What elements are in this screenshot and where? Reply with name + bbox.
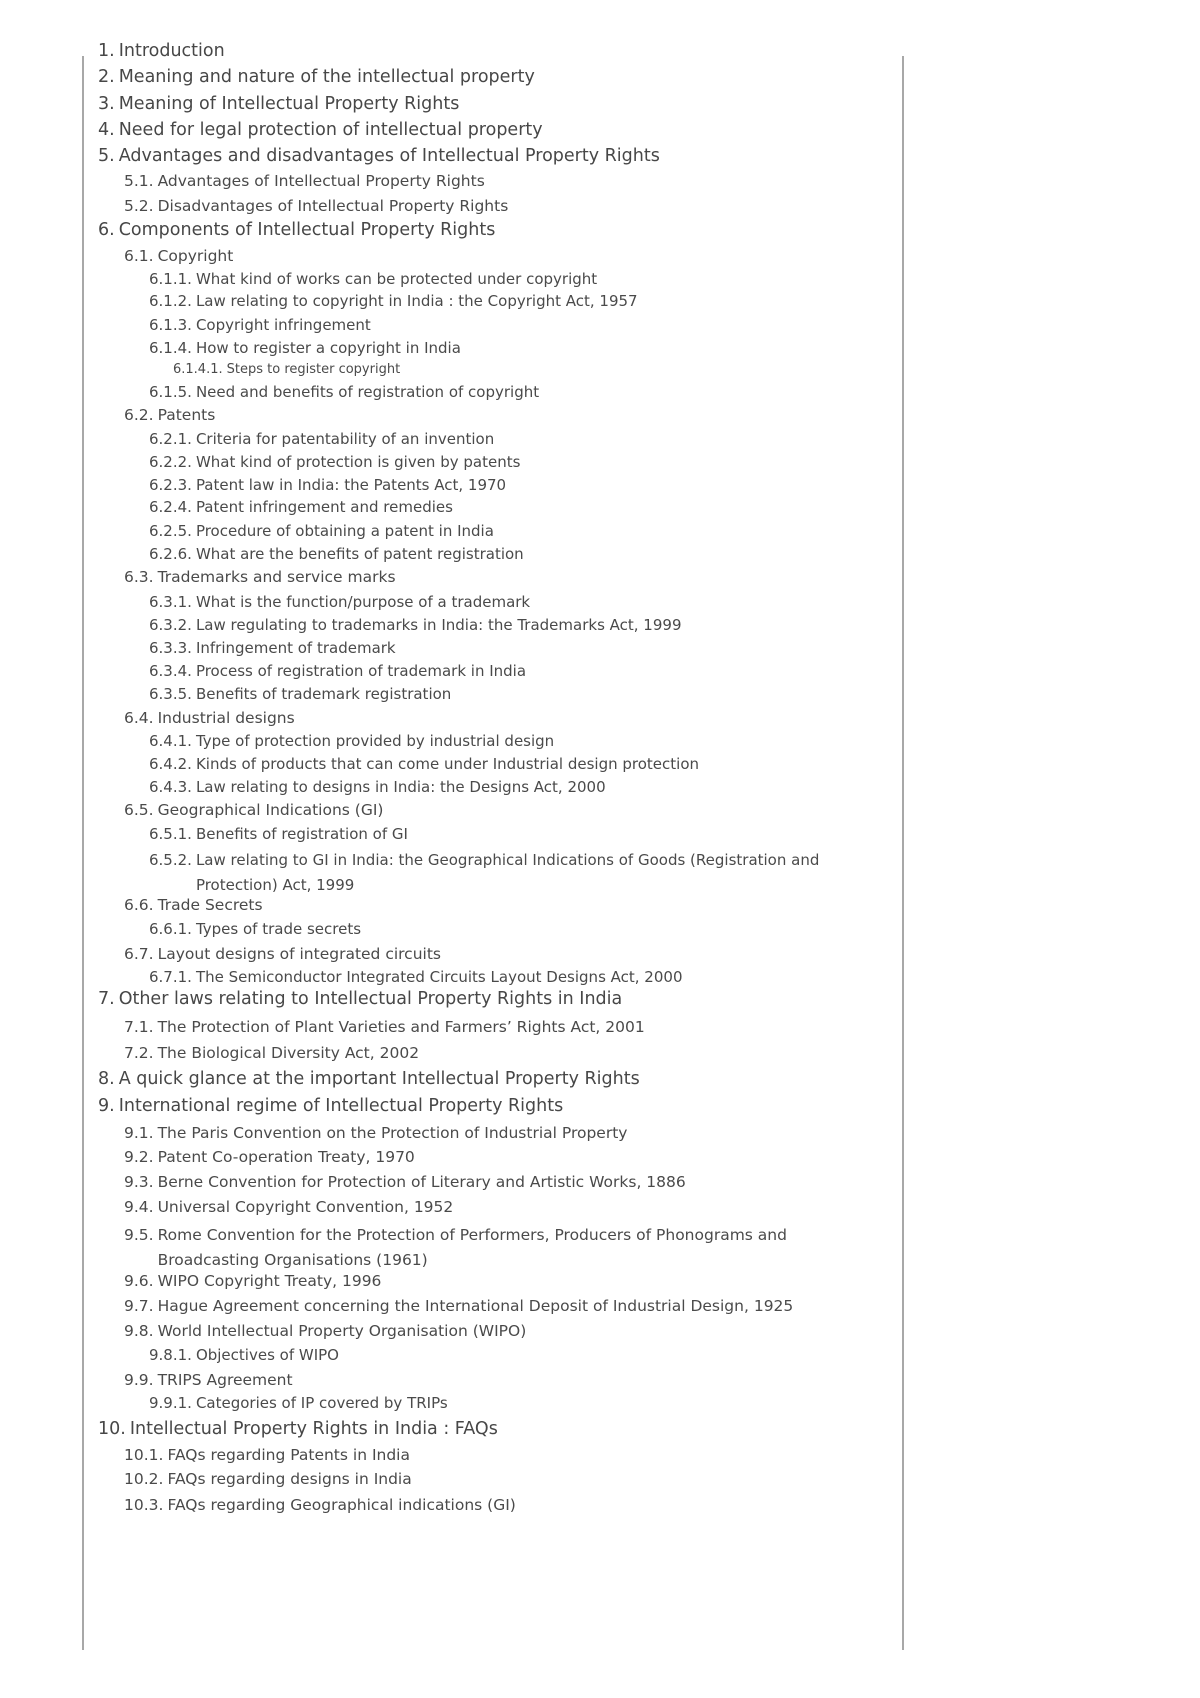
toc-item-title: Criteria for patentability of an invention (195, 430, 495, 448)
toc-item-title: Law relating to copyright in India : the Copyright Act, 1957 (195, 292, 638, 310)
toc-item-number: 9.4. (124, 1198, 154, 1216)
toc-item-9-3[interactable] (124, 1173, 686, 1191)
toc-item-6[interactable] (98, 220, 495, 240)
toc-item-6-4-2[interactable] (149, 755, 699, 773)
toc-item-number: 6.4.3. (149, 778, 192, 796)
toc-item-title: World Intellectual Property Organisation (WIPO) (157, 1322, 527, 1340)
toc-item-number: 6.2.4. (149, 498, 192, 516)
toc-item-title: FAQs regarding designs in India (167, 1470, 412, 1488)
toc-item-6-1-2[interactable] (149, 292, 638, 310)
toc-item-6-2-5[interactable] (149, 522, 494, 540)
table-of-contents (82, 41, 904, 1650)
toc-item-title: Patent infringement and remedies (195, 498, 453, 516)
toc-item-title: Rome Convention for the Protection of Performers, Producers of Phonograms and Broadcasting Organisations (1961) (157, 1226, 787, 1269)
toc-item-number: 9.6. (124, 1272, 154, 1290)
toc-item-9-5[interactable] (124, 1223, 848, 1273)
toc-item-title: Kinds of products that can come under Industrial design protection (195, 755, 700, 773)
toc-item-6-3-4[interactable] (149, 662, 526, 680)
toc-item-6-1-1[interactable] (149, 270, 597, 288)
toc-item-title: Layout designs of integrated circuits (157, 945, 441, 963)
toc-item-title: Copyright infringement (195, 316, 371, 334)
toc-item-title: The Biological Diversity Act, 2002 (157, 1044, 420, 1062)
toc-item-6-4[interactable] (124, 709, 295, 727)
toc-item-number: 6.3.3. (149, 639, 192, 657)
toc-item-title: WIPO Copyright Treaty, 1996 (157, 1272, 382, 1290)
toc-item-number: 6.7.1. (149, 968, 192, 986)
toc-item-6-1-4-1[interactable] (173, 362, 400, 377)
toc-item-title: Benefits of trademark registration (195, 685, 452, 703)
toc-item-number: 6.6. (124, 896, 154, 914)
toc-item-number: 5.1. (124, 172, 154, 190)
toc-item-9-6[interactable] (124, 1272, 381, 1290)
toc-item-number: 5. (98, 146, 115, 166)
toc-item-number: 6.7. (124, 945, 154, 963)
toc-item-6-1-3[interactable] (149, 316, 371, 334)
toc-item-number: 6.5. (124, 801, 154, 819)
toc-item-title: Advantages of Intellectual Property Rights (157, 172, 485, 190)
toc-item-number: 6.4. (124, 709, 154, 727)
toc-item-title: The Paris Convention on the Protection of Industrial Property (157, 1124, 628, 1142)
toc-item-6-3-3[interactable] (149, 639, 396, 657)
toc-item-number: 6.1.3. (149, 316, 192, 334)
toc-item-title: FAQs regarding Geographical indications (GI) (167, 1496, 516, 1514)
toc-item-title: What kind of works can be protected under copyright (195, 270, 598, 288)
toc-item-1[interactable] (98, 41, 225, 61)
toc-item-number: 7.1. (124, 1018, 154, 1036)
toc-item-6-2-1[interactable] (149, 430, 494, 448)
toc-item-number: 8. (98, 1069, 115, 1089)
toc-item-10[interactable] (98, 1419, 498, 1439)
toc-item-number: 6.5.1. (149, 825, 192, 843)
toc-item-number: 9.3. (124, 1173, 154, 1191)
toc-item-title: The Protection of Plant Varieties and Farmers’ Rights Act, 2001 (157, 1018, 645, 1036)
toc-item-title: Infringement of trademark (195, 639, 396, 657)
toc-item-8[interactable] (98, 1069, 640, 1089)
toc-item-6-7-1[interactable] (149, 968, 683, 986)
toc-item-title: How to register a copyright in India (195, 339, 461, 357)
toc-item-6-4-3[interactable] (149, 778, 606, 796)
toc-item-5[interactable] (98, 146, 660, 166)
toc-item-number: 7.2. (124, 1044, 154, 1062)
toc-item-number: 6.1. (124, 247, 154, 265)
toc-item-number: 6.3.2. (149, 616, 192, 634)
toc-item-6-7[interactable] (124, 945, 441, 963)
toc-item-5-2[interactable] (124, 197, 508, 215)
toc-item-number: 9.1. (124, 1124, 154, 1142)
toc-item-number: 2. (98, 67, 115, 87)
toc-item-6-6-1[interactable] (149, 920, 361, 938)
toc-item-title: Law regulating to trademarks in India: the Trademarks Act, 1999 (195, 616, 682, 634)
toc-item-2[interactable] (98, 67, 535, 87)
toc-item-10-2[interactable] (124, 1470, 412, 1488)
toc-item-title: International regime of Intellectual Property Rights (118, 1096, 564, 1116)
toc-item-6-2-6[interactable] (149, 545, 524, 563)
toc-item-title: Industrial designs (157, 709, 295, 727)
toc-item-number: 6.5.2. (149, 851, 192, 869)
toc-item-title: Types of trade secrets (195, 920, 362, 938)
toc-item-9-8[interactable] (124, 1322, 526, 1340)
toc-item-number: 6.2.5. (149, 522, 192, 540)
toc-item-number: 9.9.1. (149, 1394, 192, 1412)
toc-item-3[interactable] (98, 94, 459, 114)
toc-item-title: What kind of protection is given by patents (195, 453, 521, 471)
toc-item-title: Introduction (118, 41, 225, 61)
toc-item-6-3[interactable] (124, 568, 396, 586)
toc-item-title: Process of registration of trademark in India (195, 662, 527, 680)
toc-item-6-5[interactable] (124, 801, 383, 819)
toc-item-title: Benefits of registration of GI (195, 825, 408, 843)
toc-item-title: TRIPS Agreement (157, 1371, 293, 1389)
toc-item-title: Objectives of WIPO (195, 1346, 339, 1364)
toc-item-number: 7. (98, 989, 115, 1009)
toc-item-6-6[interactable] (124, 896, 263, 914)
toc-item-6-2-4[interactable] (149, 498, 453, 516)
toc-item-number: 10.1. (124, 1446, 164, 1464)
toc-item-number: 6.1.4. (149, 339, 192, 357)
toc-item-title: Copyright (157, 247, 234, 265)
toc-item-9[interactable] (98, 1096, 563, 1116)
toc-item-title: FAQs regarding Patents in India (167, 1446, 410, 1464)
toc-item-6-1[interactable] (124, 247, 233, 265)
toc-item-title: Disadvantages of Intellectual Property Rights (157, 197, 509, 215)
toc-item-6-3-5[interactable] (149, 685, 451, 703)
toc-item-title: Patents (157, 406, 216, 424)
toc-item-title: Patent law in India: the Patents Act, 1970 (195, 476, 507, 494)
toc-item-number: 9.8. (124, 1322, 154, 1340)
toc-item-number: 6.1.2. (149, 292, 192, 310)
toc-item-title: Trade Secrets (157, 896, 263, 914)
toc-item-9-9[interactable] (124, 1371, 293, 1389)
toc-item-title: Procedure of obtaining a patent in India (195, 522, 494, 540)
toc-item-10-1[interactable] (124, 1446, 410, 1464)
toc-item-title: What is the function/purpose of a trademark (195, 593, 531, 611)
toc-item-4[interactable] (98, 120, 543, 140)
toc-item-number: 6.2.1. (149, 430, 192, 448)
toc-item-6-5-2[interactable] (149, 848, 886, 898)
toc-item-9-8-1[interactable] (149, 1346, 339, 1364)
toc-item-number: 6.3.1. (149, 593, 192, 611)
toc-item-7-2[interactable] (124, 1044, 419, 1062)
toc-item-number: 9.9. (124, 1371, 154, 1389)
toc-item-number: 9.5. (124, 1226, 154, 1244)
toc-item-title: Advantages and disadvantages of Intellectual Property Rights (118, 146, 660, 166)
toc-item-5-1[interactable] (124, 172, 485, 190)
toc-item-6-2-2[interactable] (149, 453, 520, 471)
toc-item-title: Need for legal protection of intellectual property (118, 120, 543, 140)
toc-item-6-2[interactable] (124, 406, 215, 424)
toc-item-number: 6.3.5. (149, 685, 192, 703)
toc-item-number: 6.1.1. (149, 270, 192, 288)
toc-item-number: 6.4.1. (149, 732, 192, 750)
toc-item-number: 6.3.4. (149, 662, 192, 680)
toc-item-number: 9.7. (124, 1297, 154, 1315)
toc-item-number: 3. (98, 94, 115, 114)
toc-item-title: Trademarks and service marks (157, 568, 396, 586)
toc-item-title: Intellectual Property Rights in India : FAQs (129, 1419, 498, 1439)
toc-item-number: 6. (98, 220, 115, 240)
toc-item-title: The Semiconductor Integrated Circuits Layout Designs Act, 2000 (195, 968, 683, 986)
toc-item-title: A quick glance at the important Intellectual Property Rights (118, 1069, 640, 1089)
toc-item-number: 9.2. (124, 1148, 154, 1166)
toc-item-number: 10.3. (124, 1496, 164, 1514)
toc-item-number: 6.2.3. (149, 476, 192, 494)
toc-item-number: 6.6.1. (149, 920, 192, 938)
toc-item-number: 10.2. (124, 1470, 164, 1488)
toc-item-title: Geographical Indications (GI) (157, 801, 384, 819)
toc-item-number: 5.2. (124, 197, 154, 215)
toc-item-7[interactable] (98, 989, 622, 1009)
toc-item-6-4-1[interactable] (149, 732, 554, 750)
toc-item-number: 6.1.4.1. (173, 362, 223, 377)
toc-item-title: Berne Convention for Protection of Literary and Artistic Works, 1886 (157, 1173, 686, 1191)
toc-item-6-5-1[interactable] (149, 825, 408, 843)
toc-item-title: Law relating to designs in India: the Designs Act, 2000 (195, 778, 606, 796)
toc-item-9-7[interactable] (124, 1297, 793, 1315)
toc-item-6-3-1[interactable] (149, 593, 530, 611)
toc-item-number: 9.8.1. (149, 1346, 192, 1364)
toc-item-6-1-4[interactable] (149, 339, 461, 357)
toc-item-number: 6.1.5. (149, 383, 192, 401)
toc-item-number: 6.4.2. (149, 755, 192, 773)
toc-item-7-1[interactable] (124, 1018, 645, 1036)
toc-item-number: 10. (98, 1419, 126, 1439)
toc-item-title: Universal Copyright Convention, 1952 (157, 1198, 454, 1216)
toc-item-title: Meaning and nature of the intellectual property (118, 67, 535, 87)
toc-item-number: 6.2.6. (149, 545, 192, 563)
toc-item-title: Components of Intellectual Property Rights (118, 220, 496, 240)
toc-item-number: 6.3. (124, 568, 154, 586)
toc-item-title: Categories of IP covered by TRIPs (195, 1394, 448, 1412)
toc-item-title: Hague Agreement concerning the International Deposit of Industrial Design, 1925 (157, 1297, 794, 1315)
toc-item-9-4[interactable] (124, 1198, 453, 1216)
toc-item-6-1-5[interactable] (149, 383, 539, 401)
toc-item-6-3-2[interactable] (149, 616, 681, 634)
toc-item-number: 6.2.2. (149, 453, 192, 471)
toc-item-title: Other laws relating to Intellectual Property Rights in India (118, 989, 623, 1009)
toc-item-number: 9. (98, 1096, 115, 1116)
toc-item-9-1[interactable] (124, 1124, 627, 1142)
toc-item-number: 1. (98, 41, 115, 61)
toc-item-title: Need and benefits of registration of copyright (195, 383, 540, 401)
toc-item-title: Law relating to GI in India: the Geographical Indications of Goods (Registration and Protection) Act, 1999 (195, 851, 820, 894)
toc-item-6-2-3[interactable] (149, 476, 506, 494)
toc-item-title: Meaning of Intellectual Property Rights (118, 94, 460, 114)
toc-item-number: 6.2. (124, 406, 154, 424)
toc-item-10-3[interactable] (124, 1496, 516, 1514)
toc-item-9-2[interactable] (124, 1148, 415, 1166)
toc-item-9-9-1[interactable] (149, 1394, 448, 1412)
toc-item-number: 4. (98, 120, 115, 140)
toc-item-title: Patent Co-operation Treaty, 1970 (157, 1148, 415, 1166)
toc-item-title: What are the benefits of patent registration (195, 545, 524, 563)
toc-item-title: Type of protection provided by industrial design (195, 732, 555, 750)
toc-item-title: Steps to register copyright (226, 362, 401, 377)
